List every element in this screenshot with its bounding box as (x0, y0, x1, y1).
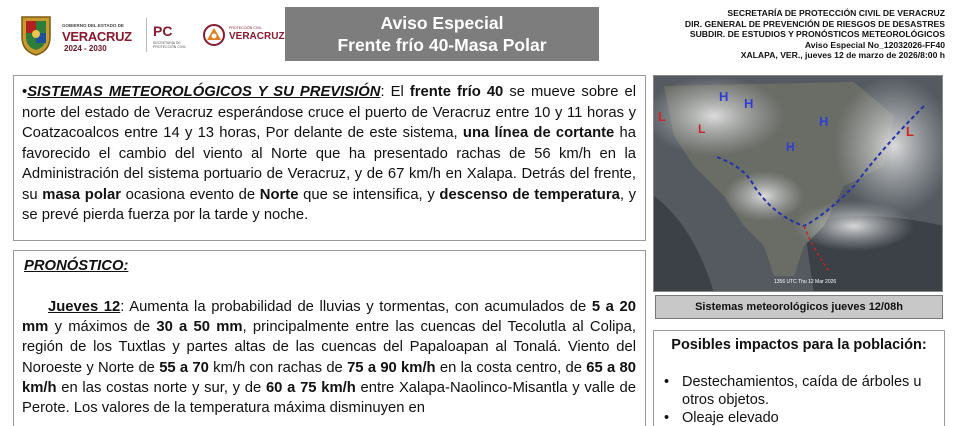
pron-bold-4: 75 a 90 km/h (347, 359, 436, 376)
pron-text-6: en las costas norte y sur, y de (56, 379, 266, 396)
sistemas-text: •SISTEMAS METEOROLÓGICOS Y SU PREVISIÓN: El frente frío 40 se mueve sobre el norte del estado de Veracruz esperándose cruce el puerto de Veracruz entre 10 y 11 horas y Coatzacoalcos entre 14 y 13 horas, Por delante de este sistema, una línea de cortante ha favorecido el cambio del viento al Norte que ha presentado rachas de 56 km/h en la Administración del sistema portuario de Veracruz, y de 67 km/h en Xalapa. Detrás del frente, su masa polar ocasiona evento de Norte que se intensifica, y descenso de temperatura, y se prevé pierda fuerza por la tarde y noche. (22, 84, 637, 223)
ver-logo-small-text: PROTECCIÓN CIVIL (229, 26, 263, 30)
low-pressure-1: L (658, 109, 666, 124)
high-pressure-2: H (744, 96, 754, 111)
sistemas-text-6: , y se prevé pierda fuerza por la tarde y noche. (22, 186, 637, 223)
low-pressure-2: L (698, 122, 706, 136)
pron-text-5: en la costa centro, de (435, 359, 587, 376)
pron-text-7: entre Xalapa-Naolinco-Misantla y valle de Perote. Los valores de la temperatura máxima disminuyen en (22, 379, 636, 417)
map-timestamp: 1356 UTC Thu 12 Mar 2026 (774, 279, 837, 285)
sistemas-heading: SISTEMAS METEOROLÓGICOS Y SU PREVISIÓN (27, 84, 381, 100)
title-line-2: Frente frío 40-Masa Polar (337, 35, 547, 55)
title-line-1: Aviso Especial (380, 13, 504, 33)
pron-bold-5: 65 a 80 km/h (22, 359, 636, 396)
pron-text-2: y máximos de (48, 319, 157, 336)
high-pressure-4: H (786, 140, 795, 154)
sistemas-text-3: ha favorecido el cambio del viento al Norte que ha presentado rachas de 56 km/h en la Administración del sistema portuario de Veracruz, y de 67 km/h en Xalapa. Detrás del frente, su (22, 125, 636, 203)
org-line-2: DIR. GENERAL DE PREVENCIÓN DE RIESGOS DE DESASTRES (684, 18, 945, 29)
sistemas-text-5: que se intensifica, y (298, 186, 440, 203)
impact-item: • Destechamientos, caída de árboles u otros objetos. (664, 374, 939, 409)
pronostico-day: Jueves 12 (48, 299, 121, 315)
pron-bold-2: 30 a 50 mm (156, 319, 243, 336)
ver-logo-big-text: VERACRUZ (229, 31, 285, 42)
map-caption: Sistemas meteorológicos jueves 12/08h (655, 295, 943, 319)
sistemas-panel (13, 75, 646, 241)
pron-bold-3: 55 a 70 (159, 359, 209, 376)
sistemas-text-4: ocasiona evento de (121, 186, 260, 203)
impacts-list (664, 374, 939, 426)
pc-logo-small-text: SECRETARÍA DE PROTECCIÓN CIVIL (153, 41, 187, 49)
linea-cortante-label: una línea de cortante (462, 125, 615, 141)
sistemas-text-1: : El (380, 84, 410, 100)
pc-veracruz-logo (203, 20, 285, 50)
frente-frio-label: frente frío 40 (409, 84, 504, 100)
impacts-title: Posibles impactos para la población: (671, 337, 927, 353)
gov-logo-small-text: GOBIERNO DEL ESTADO DE (62, 23, 124, 28)
pron-text-1: : Aumenta la probabilidad de lluvias y tormentas, con acumulados de (120, 299, 592, 315)
pron-bold-1: 5 a 20 mm (22, 299, 636, 336)
gov-logo-big-text: VERACRUZ (62, 29, 132, 44)
sistemas-text-2: se mueve sobre el norte del estado de Veracruz esperándose cruce el puerto de Veracruz entre 10 y 11 horas y Coatzacoalcos entre 14 y 13 horas, Por delante de este sistema, (22, 84, 636, 141)
org-line-5: XALAPA, VER., jueves 12 de marzo de 2026/8:00 h (740, 50, 945, 61)
impact-item: • Oleaje elevado (664, 410, 939, 426)
issuing-organization (685, 8, 945, 61)
descenso-temperatura-label: descenso de temperatura (439, 186, 620, 203)
veracruz-shield-logo (18, 13, 54, 57)
pc-emblem-icon (203, 24, 225, 46)
org-line-1: SECRETARÍA DE PROTECCIÓN CIVIL DE VERACRUZ (727, 8, 945, 18)
high-pressure-1: H (719, 89, 729, 104)
org-line-4: Aviso Especial No_12032026-FF40 (804, 39, 945, 50)
pc-logo-text: PC (153, 23, 173, 39)
impacts-panel (653, 330, 945, 426)
org-line-3: SUBDIR. DE ESTUDIOS Y PRONÓSTICOS METEOROLÓGICOS (689, 29, 945, 40)
low-pressure-3: L (906, 124, 914, 139)
pronostico-panel (13, 250, 646, 426)
pronostico-title: PRONÓSTICO: (24, 258, 129, 274)
header-logos (18, 10, 285, 60)
logo-divider (146, 18, 147, 52)
satellite-map (653, 75, 943, 292)
document-title (285, 7, 599, 61)
pronostico-text (22, 297, 636, 418)
gov-logo-years: 2024 - 2030 (64, 44, 107, 53)
high-pressure-3: H (819, 114, 829, 129)
gobierno-veracruz-logo (62, 12, 140, 58)
proteccion-civil-logo (153, 15, 199, 55)
pron-text-4: km/h con rachas de (208, 359, 348, 376)
pron-text-3: , principalmente entre las cuencas del Tecolutla al Colipa, región de los Tuxtlas y partes altas de las cuencas del Papaloapan al Tonalá. Viento del Noroeste y Norte de (22, 319, 636, 376)
pron-bold-6: 60 a 75 km/h (265, 379, 356, 396)
masa-polar-label: masa polar (42, 186, 121, 203)
satellite-image (654, 76, 943, 292)
norte-label: Norte (259, 186, 299, 203)
